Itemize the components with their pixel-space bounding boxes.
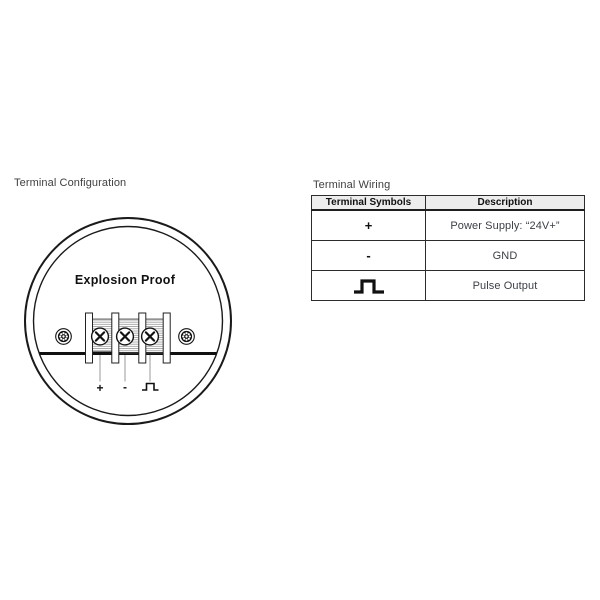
table-header-row [312,196,585,211]
header-terminal-symbols: Terminal Symbols [312,196,426,211]
case-screw-left [56,329,72,345]
terminal-wiring-table [311,195,585,301]
symbol-plus: + [312,210,426,241]
header-description: Description [426,196,585,211]
description-gnd: GND [426,241,585,271]
description-pulse-output: Pulse Output [426,271,585,301]
terminal-screws [92,328,159,345]
explosion-proof-label: Explosion Proof [74,273,176,287]
minus-terminal-label: - [123,380,127,394]
table-row [312,271,585,301]
terminal-wiring-title: Terminal Wiring [313,179,391,191]
terminal-configuration-title: Terminal Configuration [14,177,127,189]
symbol-minus: - [312,241,426,271]
pulse-icon [352,277,386,295]
description-power-supply: Power Supply: “24V+” [426,210,585,241]
symbol-pulse [312,271,426,301]
plus-terminal-label: + [96,381,104,395]
terminal-configuration-diagram [0,190,250,440]
case-screw-right [179,329,195,345]
table-row [312,210,585,241]
table-row [312,241,585,271]
